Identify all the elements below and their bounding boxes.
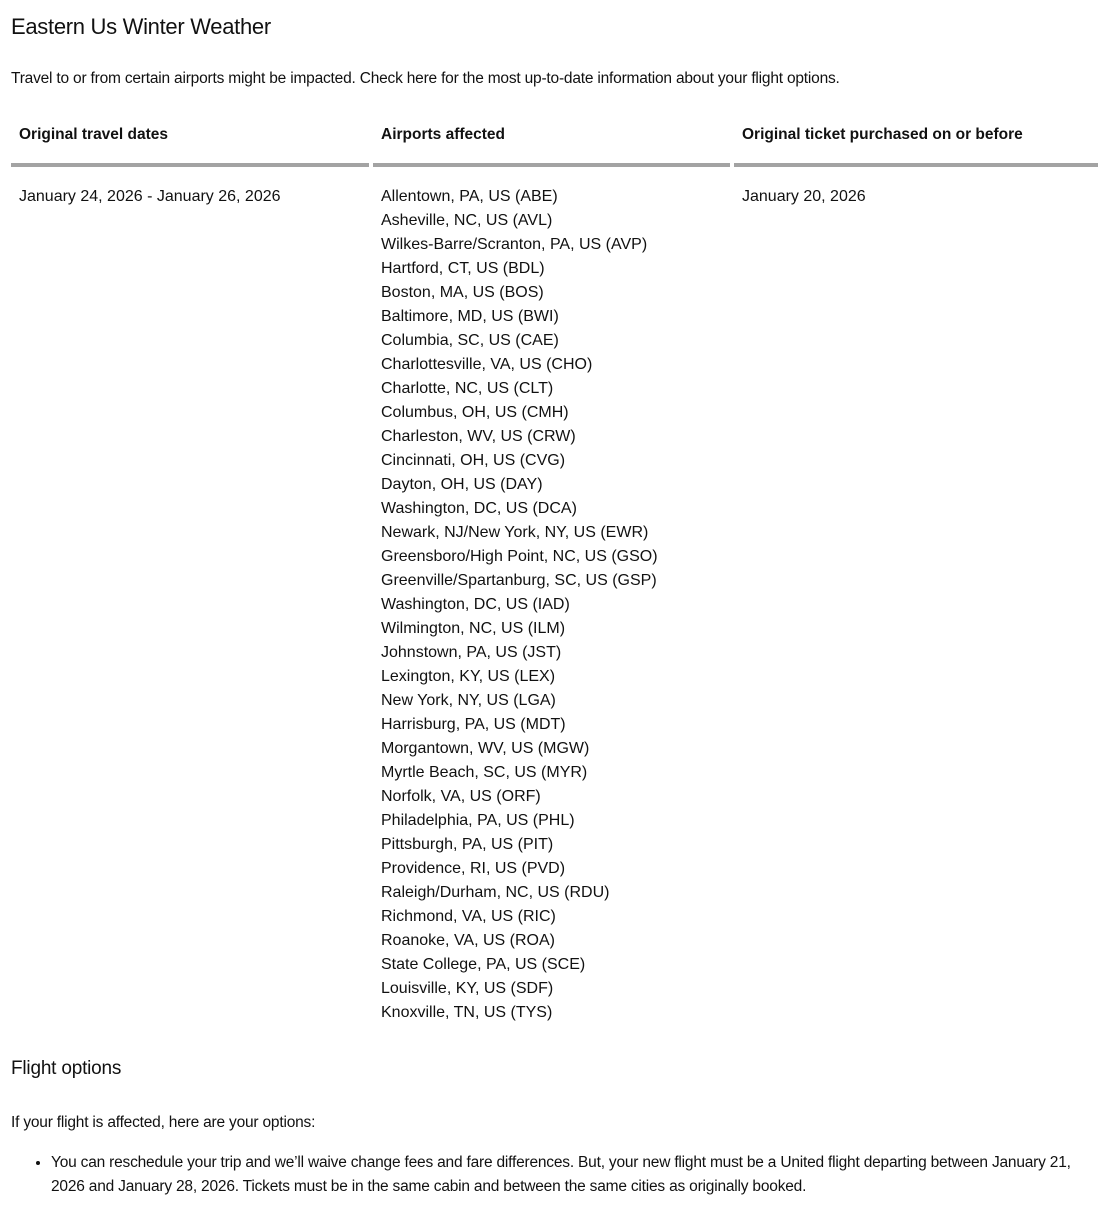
airport-list-item: Lexington, KY, US (LEX)	[381, 668, 556, 685]
airport-list-item: Columbus, OH, US (CMH)	[381, 404, 569, 421]
airport-list-item: Raleigh/Durham, NC, US (RDU)	[381, 884, 610, 901]
airport-list-item: Washington, DC, US (DCA)	[381, 500, 577, 517]
airport-list-item: Baltimore, MD, US (BWI)	[381, 308, 559, 325]
flight-options-intro: If your flight is affected, here are your options:	[11, 1114, 316, 1131]
airport-list-item: Dayton, OH, US (DAY)	[381, 476, 543, 493]
airport-list-item: Newark, NJ/New York, NY, US (EWR)	[381, 524, 649, 541]
table-row	[11, 167, 1098, 1025]
airport-list-item: Asheville, NC, US (AVL)	[381, 212, 553, 229]
airport-list-item: Harrisburg, PA, US (MDT)	[381, 716, 566, 733]
airport-list-item: Wilmington, NC, US (ILM)	[381, 620, 566, 637]
cell-airports-affected	[373, 185, 734, 1025]
cell-ticket-purchased: January 20, 2026	[742, 188, 866, 205]
airport-list	[381, 185, 726, 1025]
flight-options-title: Flight options	[11, 1058, 122, 1079]
airport-list-item: New York, NY, US (LGA)	[381, 692, 556, 709]
airport-list-item: Charlotte, NC, US (CLT)	[381, 380, 554, 397]
airport-list-item: Columbia, SC, US (CAE)	[381, 332, 559, 349]
airport-list-item: Allentown, PA, US (ABE)	[381, 188, 558, 205]
header-ticket-purchased: Original ticket purchased on or before	[734, 123, 1098, 167]
airport-list-item: Norfolk, VA, US (ORF)	[381, 788, 541, 805]
airport-list-item: Roanoke, VA, US (ROA)	[381, 932, 555, 949]
flight-option-bullet: • You can reschedule your trip and we’ll waive change fees and fare differences. But, your new flight must be a United flight departing between January 21, 2026 and January 28, 2026. Tickets must be in the same cabin and between the same cities as originally booked.	[51, 1151, 1091, 1199]
airport-list-item: Hartford, CT, US (BDL)	[381, 260, 545, 277]
page-title: Eastern Us Winter Weather	[11, 14, 271, 39]
airport-list-item: Knoxville, TN, US (TYS)	[381, 1004, 553, 1021]
airport-list-item: Louisville, KY, US (SDF)	[381, 980, 554, 997]
airport-list-item: Greenville/Spartanburg, SC, US (GSP)	[381, 572, 657, 589]
airport-list-item: Richmond, VA, US (RIC)	[381, 908, 556, 925]
waiver-table	[11, 123, 1098, 1025]
airport-list-item: Johnstown, PA, US (JST)	[381, 644, 562, 661]
table-header	[11, 123, 1098, 167]
flight-options-list	[11, 1151, 1091, 1199]
airport-list-item: Morgantown, WV, US (MGW)	[381, 740, 590, 757]
airport-list-item: Cincinnati, OH, US (CVG)	[381, 452, 566, 469]
airport-list-item: Greensboro/High Point, NC, US (GSO)	[381, 548, 658, 565]
airport-list-item: Wilkes-Barre/Scranton, PA, US (AVP)	[381, 236, 648, 253]
airport-list-item: Charleston, WV, US (CRW)	[381, 428, 576, 445]
airport-list-item: State College, PA, US (SCE)	[381, 956, 586, 973]
airport-list-item: Charlottesville, VA, US (CHO)	[381, 356, 593, 373]
header-airports-affected: Airports affected	[373, 123, 734, 167]
cell-travel-dates: January 24, 2026 - January 26, 2026	[19, 188, 281, 205]
airport-list-item: Philadelphia, PA, US (PHL)	[381, 812, 575, 829]
airport-list-item: Pittsburgh, PA, US (PIT)	[381, 836, 554, 853]
header-travel-dates: Original travel dates	[11, 123, 373, 167]
airport-list-item: Myrtle Beach, SC, US (MYR)	[381, 764, 588, 781]
airport-list-item: Boston, MA, US (BOS)	[381, 284, 544, 301]
airport-list-item: Washington, DC, US (IAD)	[381, 596, 570, 613]
airport-list-item: Providence, RI, US (PVD)	[381, 860, 566, 877]
page-intro: Travel to or from certain airports might be impacted. Check here for the most up-to-date information about your flight options.	[11, 70, 840, 87]
